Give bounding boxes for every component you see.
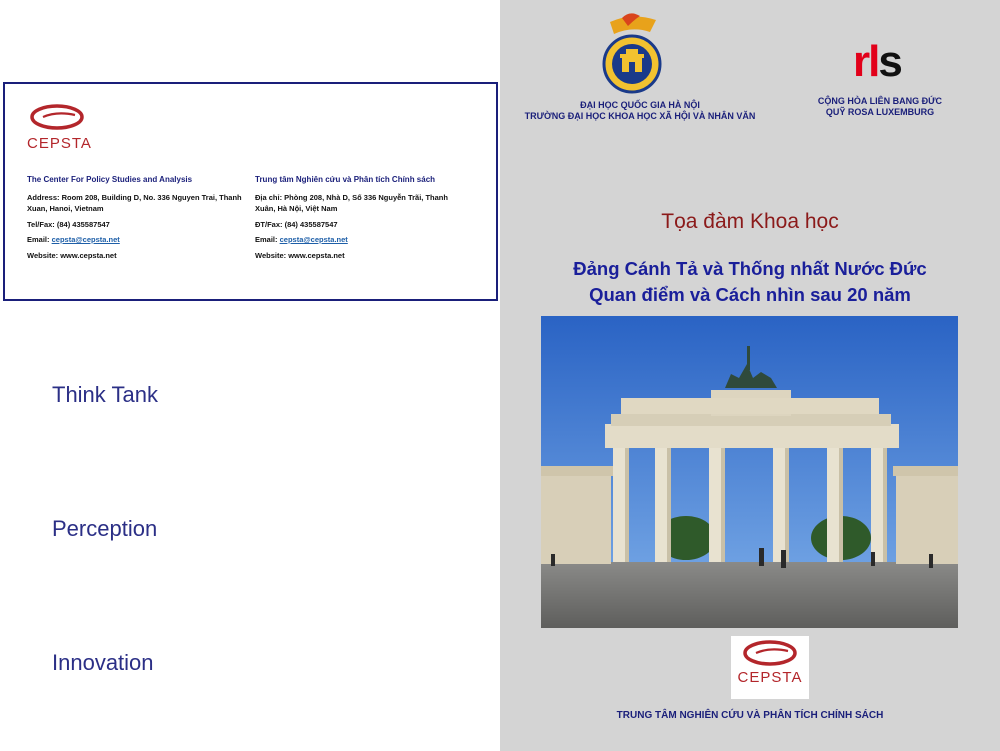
card-vi-email-row: [255, 234, 470, 246]
card-vi-email-link[interactable]: cepsta@cepsta.net: [279, 235, 348, 244]
card-en-email-row: [27, 234, 242, 246]
rls-logo-r: r: [853, 37, 869, 86]
business-card: [3, 82, 498, 301]
university-emblem-icon: [600, 12, 664, 96]
footer-center-name: TRUNG TÂM NGHIÊN CỨU VÀ PHÂN TÍCH CHÍNH SÁCH: [616, 710, 884, 721]
rls-name: [795, 96, 965, 118]
card-en-telfax: Tel/Fax: (84) 435587547: [27, 219, 110, 229]
cepsta-logo-text: CEPSTA: [27, 135, 92, 152]
event-type: Tọa đàm Khoa học: [661, 210, 839, 233]
cepsta-logo: [27, 102, 92, 152]
rls-line1: CỘNG HÒA LIÊN BANG ĐỨC: [817, 96, 943, 106]
university-name: [505, 100, 775, 122]
motto-perception: Perception: [52, 516, 158, 541]
card-en-email-link[interactable]: cepsta@cepsta.net: [51, 235, 120, 244]
card-en-website: Website: www.cepsta.net: [27, 250, 117, 260]
university-line2: TRƯỜNG ĐẠI HỌC KHOA HỌC XÃ HỘI VÀ NHÂN VĂN: [524, 111, 756, 121]
rls-logo-l: l: [868, 37, 879, 86]
university-line1: ĐẠI HỌC QUỐC GIA HÀ NỘI: [580, 100, 700, 110]
event-title: [500, 256, 1000, 308]
card-vi-telfax: ĐT/Fax: (84) 435587547: [255, 219, 338, 229]
cepsta-logo-bottom: [731, 636, 809, 699]
card-en-address: Address: Room 208, Building D, No. 336 Nguyen Trai, Thanh Xuan, Hanoi, Vietnam: [27, 192, 242, 213]
card-vi-heading: Trung tâm Nghiên cứu và Phân tích Chính sách: [255, 175, 436, 184]
motto-innovation: Innovation: [52, 650, 154, 675]
card-vi-email-label: Email:: [255, 235, 278, 244]
cepsta-swoosh-icon: [29, 102, 85, 132]
rls-logo: [853, 37, 901, 86]
event-title-line1: Đảng Cánh Tả và Thống nhất Nước Đức: [573, 258, 927, 279]
card-english-column: [27, 174, 242, 261]
card-en-email-label: Email:: [27, 235, 50, 244]
cepsta-swoosh-icon: [742, 638, 798, 668]
motto-think-tank: Think Tank: [52, 382, 158, 407]
rls-logo-s: s: [878, 37, 901, 86]
brandenburg-gate-photo: [541, 316, 958, 628]
card-vietnamese-column: [255, 174, 470, 261]
rls-line2: QUỸ ROSA LUXEMBURG: [825, 107, 935, 117]
card-vi-website: Website: www.cepsta.net: [255, 250, 345, 260]
cepsta-bottom-text: CEPSTA: [737, 669, 803, 686]
card-vi-address: Địa chỉ: Phòng 208, Nhà D, Số 336 Nguyễn Trãi, Thanh Xuân, Hà Nội, Việt Nam: [255, 192, 448, 213]
card-en-heading: The Center For Policy Studies and Analysis: [27, 175, 193, 184]
event-title-line2: Quan điểm và Cách nhìn sau 20 năm: [589, 284, 911, 305]
